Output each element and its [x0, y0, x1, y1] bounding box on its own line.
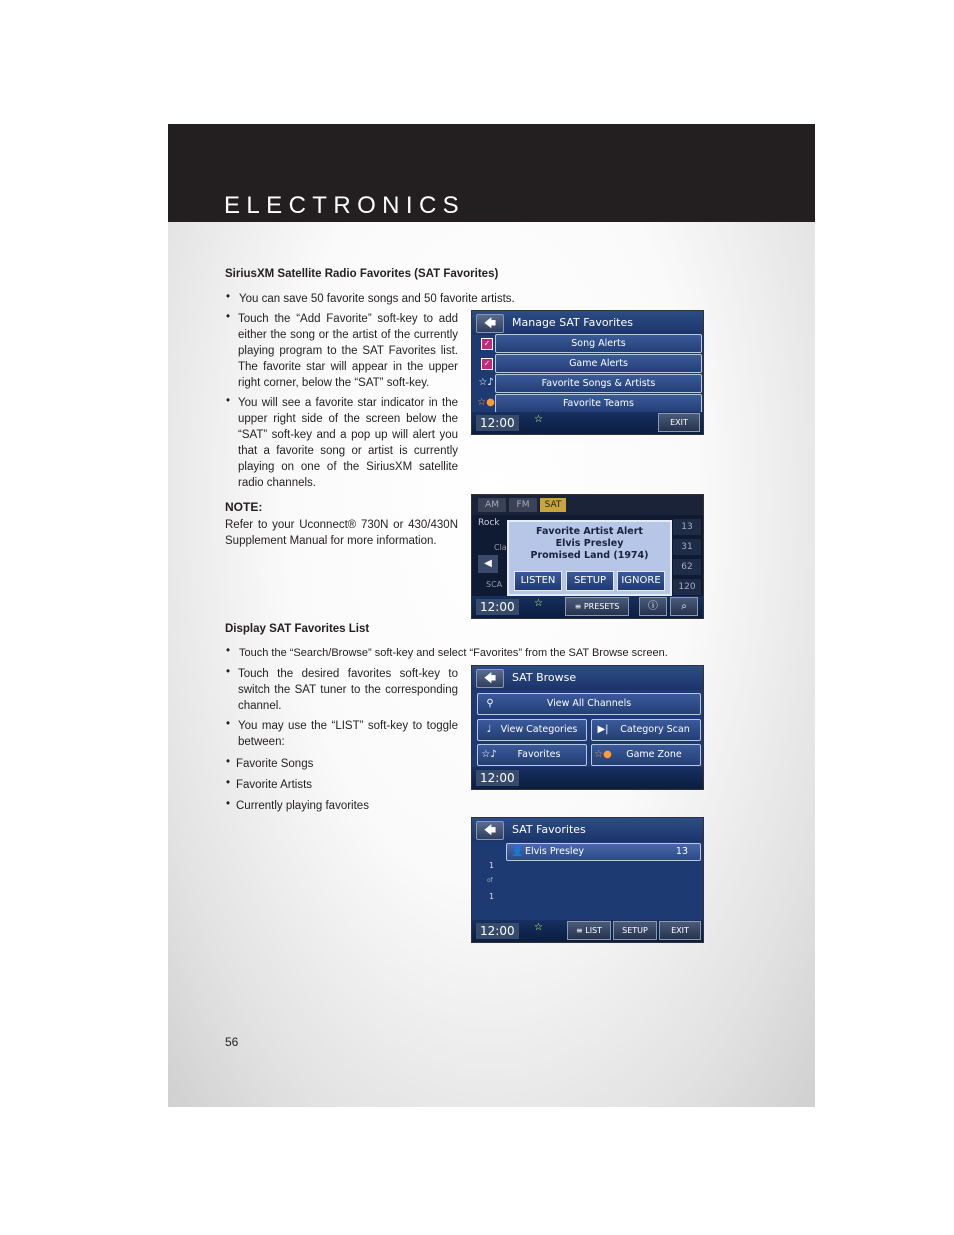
favorite-star-icon: ☆ [534, 414, 543, 425]
screen-title-bar [472, 666, 703, 690]
bullet-text: Touch the “Search/Browse” soft-key and select “Favorites” from the SAT Browse screen. [239, 647, 668, 659]
clock: 12:00 [476, 415, 519, 431]
view-categories-button[interactable] [477, 719, 587, 741]
sub-bullet-text: Favorite Songs [236, 758, 314, 770]
game-zone-button[interactable] [591, 744, 701, 766]
alert-song: Promised Land (1974) [530, 550, 649, 561]
favorite-artist-alert-screen [471, 494, 704, 619]
bullet-dot: • [226, 645, 231, 657]
bullet-dot: • [226, 777, 231, 789]
page-indicator-current: 1 [489, 861, 495, 870]
favorites-button[interactable] [477, 744, 587, 766]
status-bar [472, 596, 703, 618]
list-label: LIST [585, 926, 603, 935]
presets-button[interactable] [565, 597, 629, 616]
band-tab-bar [472, 495, 703, 515]
bullet-dot: • [226, 311, 231, 323]
tab-sat[interactable]: SAT [540, 498, 566, 512]
status-bar [472, 412, 703, 434]
view-all-channels-label: View All Channels [546, 698, 632, 709]
back-arrow-icon[interactable]: 🡄 [476, 314, 504, 333]
page-title: ELECTRONICS [224, 192, 466, 219]
favorites-label: Favorites [517, 749, 561, 760]
bullet-text: You may use the “LIST” soft-key to toggle between: [238, 720, 458, 748]
setup-button[interactable]: SETUP [566, 571, 614, 591]
category-scan-button[interactable] [591, 719, 701, 741]
artist-name: Elvis Presley [525, 846, 585, 857]
bullet-dot: • [226, 395, 231, 407]
channel-number[interactable]: 120 [673, 579, 701, 595]
ignore-button[interactable]: IGNORE [617, 571, 665, 591]
favorite-songs-artists-button[interactable]: Favorite Songs & Artists [495, 374, 702, 393]
game-zone-label: Game Zone [626, 749, 682, 760]
channel-number[interactable]: 31 [673, 539, 701, 555]
category-label: Cla [494, 543, 507, 552]
note-text: Refer to your Uconnect® 730N or 430/430N Supplement Manual for more information. [225, 519, 458, 547]
status-bar [472, 920, 703, 942]
team-star-icon: ☆● [594, 749, 612, 760]
alert-title: Favorite Artist Alert [536, 526, 643, 537]
channel-number[interactable]: 62 [673, 559, 701, 575]
game-alerts-button[interactable]: Game Alerts [495, 354, 702, 373]
view-all-channels-button[interactable] [477, 693, 701, 715]
screen-title: SAT Browse [512, 671, 577, 684]
channel-number: 13 [675, 846, 688, 857]
tab-am[interactable]: AM [478, 498, 506, 512]
checkbox-icon[interactable]: ✓ [475, 354, 497, 372]
channel-number[interactable]: 13 [673, 519, 701, 535]
section-heading: Display SAT Favorites List [225, 623, 370, 635]
bullet-text: Touch the “Add Favorite” soft-key to add either the song or the artist of the currently playing program to the SAT Favorites list. The favorite star will appear in the upper right corner, below the “SAT” soft-key. [238, 313, 458, 389]
sat-favorites-screen [471, 817, 704, 943]
page-indicator-of: of [487, 877, 493, 884]
song-alerts-button[interactable]: Song Alerts [495, 334, 702, 353]
bullet-dot: • [226, 291, 231, 303]
category-scan-label: Category Scan [620, 724, 690, 735]
screen-title: Manage SAT Favorites [512, 316, 633, 329]
clock: 12:00 [476, 599, 519, 615]
view-categories-label: View Categories [500, 724, 578, 735]
note-label: NOTE: [225, 500, 263, 514]
clock: 12:00 [476, 923, 519, 939]
checkbox-icon[interactable]: ✓ [475, 334, 497, 352]
info-icon[interactable]: ⓘ [639, 597, 667, 616]
presets-label: PRESETS [583, 602, 620, 611]
bullet-dot: • [226, 718, 231, 730]
sub-bullet-text: Currently playing favorites [236, 800, 369, 812]
search-icon[interactable]: ⌕ [670, 597, 698, 616]
setup-button[interactable]: SETUP [613, 921, 657, 940]
section-heading: SiriusXM Satellite Radio Favorites (SAT Favorites) [225, 268, 499, 280]
header-bar [168, 124, 815, 222]
sub-bullet-text: Favorite Artists [236, 779, 313, 791]
list-button[interactable] [567, 921, 611, 940]
back-arrow-icon[interactable]: 🡄 [476, 669, 504, 688]
clock: 12:00 [476, 770, 519, 786]
bullet-text: You can save 50 favorite songs and 50 favorite artists. [239, 293, 515, 305]
screen-title: SAT Favorites [512, 823, 586, 836]
page-indicator-total: 1 [489, 892, 495, 901]
scan-label: SCA [486, 580, 503, 589]
manage-sat-favorites-screen [471, 310, 704, 435]
list-icon: ≡ [574, 602, 584, 611]
favorite-teams-button[interactable]: Favorite Teams [495, 394, 702, 413]
favorite-list-row[interactable] [506, 843, 701, 861]
screen-title-bar [472, 311, 703, 335]
screen-title-bar [472, 818, 703, 842]
skip-next-icon: ▶| [597, 724, 609, 735]
favorite-star-icon: ☆ [534, 598, 543, 609]
music-star-icon: ☆♪ [478, 377, 494, 388]
bullet-text: Touch the desired favorites soft-key to switch the SAT tuner to the corresponding channel. [238, 668, 458, 712]
seek-left-icon[interactable]: ◀ [478, 555, 498, 573]
exit-button[interactable]: EXIT [658, 413, 700, 432]
back-arrow-icon[interactable]: 🡄 [476, 821, 504, 840]
person-icon: 👤 [511, 846, 524, 857]
guitar-icon: ♩ [486, 724, 492, 735]
alert-popup [507, 520, 672, 596]
bullet-dot: • [226, 756, 231, 768]
alert-artist: Elvis Presley [555, 538, 624, 549]
status-bar [472, 767, 703, 789]
category-label: Rock [478, 518, 500, 528]
sat-browse-screen [471, 665, 704, 790]
tab-fm[interactable]: FM [509, 498, 537, 512]
list-icon: ≡ [575, 926, 586, 935]
bullet-dot: • [226, 798, 231, 810]
music-star-icon: ☆♪ [481, 749, 497, 760]
exit-button[interactable]: EXIT [659, 921, 701, 940]
bullet-text: You will see a favorite star indicator in the upper right side of the screen below the “SAT” soft-key and a pop up will alert you that a favorite song or artist is currently playing on one of the SiriusXM satellite radio channels. [238, 397, 458, 489]
page-number: 56 [225, 1035, 239, 1049]
bullet-dot: • [226, 666, 231, 678]
antenna-icon: ⚲ [486, 698, 494, 709]
listen-button[interactable]: LISTEN [514, 571, 562, 591]
team-star-icon: ☆● [477, 397, 495, 408]
favorite-star-icon: ☆ [534, 922, 543, 933]
